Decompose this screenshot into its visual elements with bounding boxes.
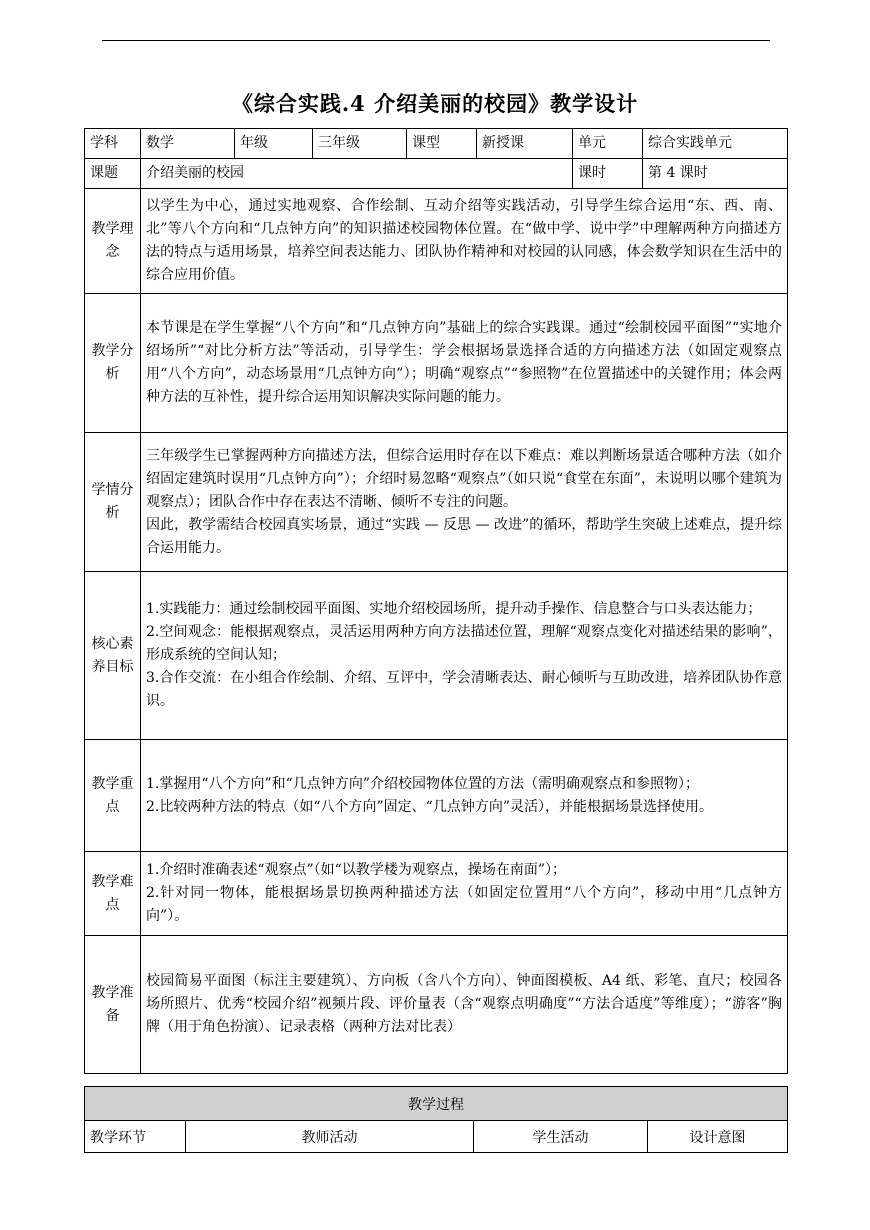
unit-value: 综合实践单元 — [643, 129, 788, 159]
type-value: 新授课 — [477, 129, 573, 159]
section-row-key-points — [85, 740, 788, 852]
header-rule — [102, 40, 770, 41]
section-row-objectives — [85, 572, 788, 740]
info-row-1 — [85, 129, 788, 159]
section-row-learners — [85, 433, 788, 572]
column-header-intent: 设计意图 — [648, 1121, 788, 1153]
process-columns-row — [85, 1121, 788, 1153]
section-content — [141, 189, 788, 294]
section-content — [141, 740, 788, 852]
column-header-student: 学生活动 — [474, 1121, 648, 1153]
subject-label: 学科 — [85, 129, 141, 159]
section-paragraph: 本节课是在学生掌握“八个方向”和“几点钟方向”基础上的综合实践课。通过“绘制校园平面图”“实地介绍场所”“对比分析方法”等活动，引导学生：学会根据场景选择合适的方向描述方法（如固定观察点用“八个方向”，动态场景用“几点钟方向”）；明确“观察点”“参照物”在位置描述中的关键作用；体会两种方法的互补性，提升综合运用知识解决实际问题的能力。 — [146, 320, 782, 405]
section-row-difficulties — [85, 852, 788, 936]
section-paragraph: 因此，教学需结合校园真实场景，通过“实践 — 反思 — 改进”的循环，帮助学生突破上述难点，提升综合运用能力。 — [146, 516, 782, 556]
section-label: 教学难点 — [85, 852, 141, 936]
section-label: 教学准备 — [85, 936, 141, 1074]
column-header-stage: 教学环节 — [85, 1121, 186, 1153]
section-label: 核心素养目标 — [85, 572, 141, 740]
section-content — [141, 572, 788, 740]
section-paragraph: 2.针对同一物体，能根据场景切换两种描述方法（如固定位置用“八个方向”，移动中用“几点钟方向”）。 — [146, 885, 782, 924]
teaching-process-table — [84, 1086, 788, 1153]
section-label: 教学重点 — [85, 740, 141, 852]
grade-label: 年级 — [235, 129, 313, 159]
section-content — [141, 936, 788, 1074]
unit-label: 单元 — [573, 129, 643, 159]
lesson-info-table — [84, 128, 788, 1074]
period-label: 课时 — [573, 159, 643, 189]
section-paragraph: 以学生为中心，通过实地观察、合作绘制、互动介绍等实践活动，引导学生综合运用“东、西、南、北”等八个方向和“几点钟方向”的知识描述校园物体位置。在“做中学、说中学”中理解两种方向描述方法的特点与适用场景，培养空间表达能力、团队协作精神和对校园的认同感，体会数学知识在生活中的综合应用价值。 — [146, 198, 782, 283]
topic-value: 介绍美丽的校园 — [141, 159, 573, 189]
process-heading: 教学过程 — [85, 1087, 788, 1121]
section-paragraph: 三年级学生已掌握两种方向描述方法，但综合运用时存在以下难点：难以判断场景适合哪种方法（如介绍固定建筑时误用“几点钟方向”）；介绍时易忽略“观察点”（如只说“食堂在东面”，未说明以哪个建筑为观察点）；团队合作中存在表达不清晰、倾听不专注的问题。 — [146, 447, 782, 510]
section-paragraph: 2.空间观念：能根据观察点，灵活运用两种方向方法描述位置，理解“观察点变化对描述结果的影响”，形成系统的空间认知； — [146, 624, 782, 663]
subject-value: 数学 — [141, 129, 235, 159]
section-label: 教学理念 — [85, 189, 141, 294]
section-paragraph: 1.实践能力：通过绘制校园平面图、实地介绍校园场所，提升动手操作、信息整合与口头表达能力； — [146, 601, 762, 617]
section-paragraph: 1.掌握用“八个方向”和“几点钟方向”介绍校园物体位置的方法（需明确观察点和参照物）； — [146, 775, 699, 792]
period-value: 第 4 课时 — [643, 159, 788, 189]
process-heading-row — [85, 1087, 788, 1121]
section-paragraph: 3.合作交流：在小组合作绘制、介绍、互评中，学会清晰表达、耐心倾听与互助改进，培养团队协作意识。 — [146, 670, 782, 709]
section-row-philosophy — [85, 189, 788, 294]
info-row-2 — [85, 159, 788, 189]
section-content — [141, 433, 788, 572]
section-paragraph: 1.介绍时准确表述“观察点”（如“以教学楼为观察点，操场在南面”）； — [146, 862, 566, 878]
column-header-teacher: 教师活动 — [186, 1121, 474, 1153]
type-label: 课型 — [407, 129, 477, 159]
section-content — [141, 852, 788, 936]
section-row-analysis — [85, 294, 788, 433]
document-title: 《综合实践.4 介绍美丽的校园》教学设计 — [231, 91, 639, 116]
section-label: 学情分析 — [85, 433, 141, 572]
section-row-preparation — [85, 936, 788, 1074]
section-content — [141, 294, 788, 433]
section-label: 教学分析 — [85, 294, 141, 433]
grade-value: 三年级 — [313, 129, 407, 159]
topic-label: 课题 — [85, 159, 141, 189]
section-paragraph: 2.比较两种方法的特点（如“八个方向”固定、“几点钟方向”灵活），并能根据场景选择使用。 — [146, 798, 713, 815]
section-paragraph: 校园简易平面图（标注主要建筑）、方向板（含八个方向）、钟面图模板、A4 纸、彩笔、直尺；校园各场所照片、优秀“校园介绍”视频片段、评价量表（含“观察点明确度”“方法合适度”等维度）；“游客”胸牌（用于角色扮演）、记录表格（两种方法对比表） — [146, 973, 782, 1035]
